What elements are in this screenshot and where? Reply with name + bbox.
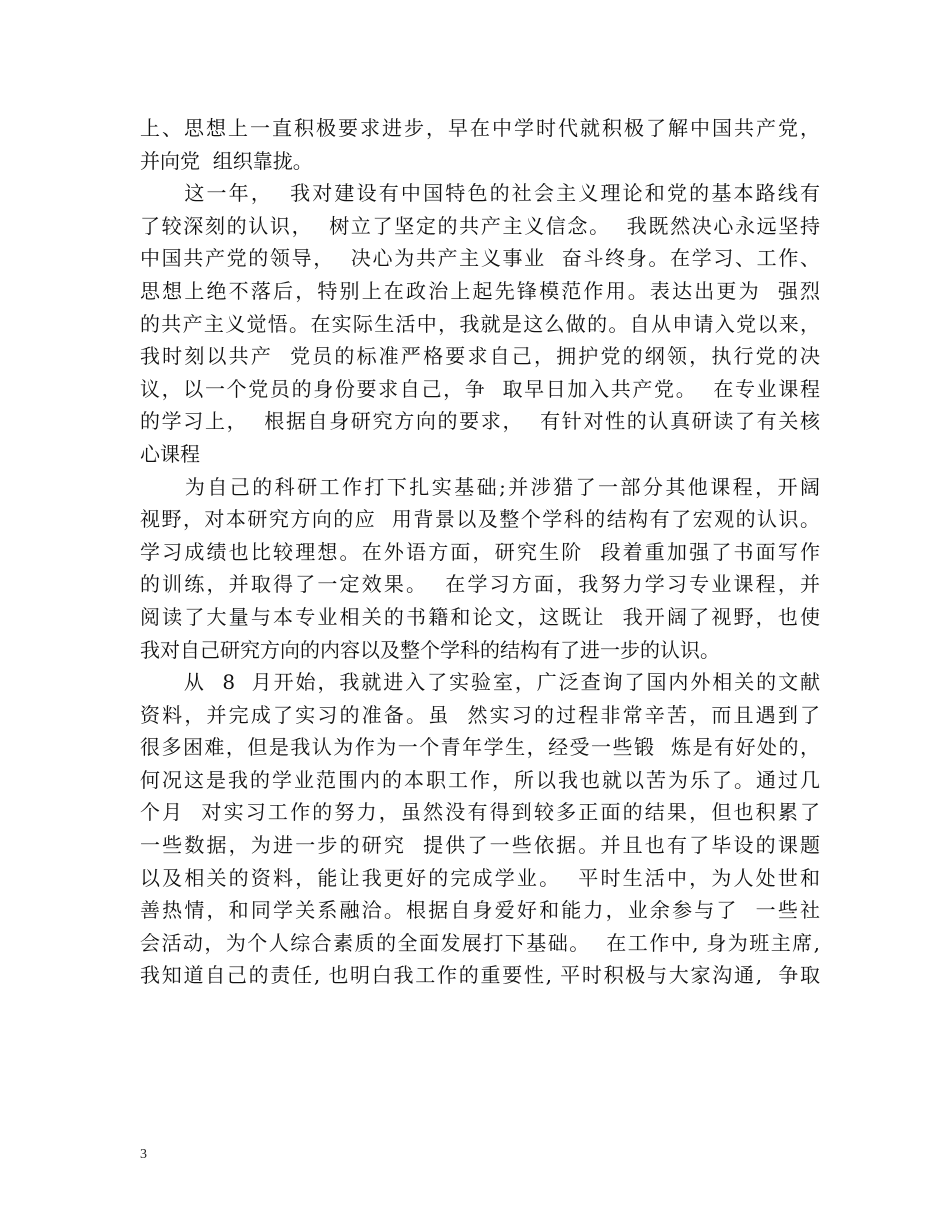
text-line: 并向党 组织靠拢。 bbox=[140, 148, 313, 173]
text-line: 视野，对本研究方向的应 用背景以及整个学科的结构有了宏观的认识。 bbox=[140, 507, 820, 532]
body-text bbox=[140, 112, 820, 992]
text-line: 阅读了大量与本专业相关的书籍和论文，这既让 我开阔了视野，也使 bbox=[140, 604, 820, 629]
text-line: 学习成绩也比较理想。在外语方面，研究生阶 段着重加强了书面写作 bbox=[140, 539, 820, 564]
text-line: 思想上绝不落后，特别上在政治上起先锋模范作用。表达出更为 强烈 bbox=[140, 278, 820, 303]
text-line: 上、思想上一直积极要求进步，早在中学时代就积极了解中国共产党， bbox=[140, 116, 820, 140]
text-line: 这一年， 我对建设有中国特色的社会主义理论和党的基本路线有 bbox=[140, 181, 820, 206]
text-line: 善热情，和同学关系融洽。根据自身爱好和能力，业余参与了 一些社 bbox=[140, 898, 820, 923]
text-line: 中国共产党的领导， 决心为共产主义事业 奋斗终身。在学习、工作、 bbox=[140, 246, 820, 271]
text-line: 资料，并完成了实习的准备。虽 然实习的过程非常辛苦，而且遇到了 bbox=[140, 702, 820, 727]
text-line: 会活动，为个人综合素质的全面发展打下基础。 在工作中, 身为班主席, bbox=[140, 930, 820, 955]
text-line: 的学习上， 根据自身研究方向的要求， 有针对性的认真研读了有关核 bbox=[140, 409, 820, 434]
text-line: 的共产主义觉悟。在实际生活中，我就是这么做的。自从申请入党以来， bbox=[140, 311, 820, 336]
page-number: 3 bbox=[140, 1147, 147, 1162]
text-line: 我对自己研究方向的内容以及整个学科的结构有了进一步的认识。 bbox=[140, 637, 720, 662]
text-line: 何况这是我的学业范围内的本职工作，所以我也就以苦为乐了。通过几 bbox=[140, 767, 820, 792]
text-line: 我时刻以共产 党员的标准严格要求自己，拥护党的纲领，执行党的决 bbox=[140, 344, 820, 369]
text-line: 个月 对实习工作的努力，虽然没有得到较多正面的结果，但也积累了 bbox=[140, 800, 820, 825]
text-line: 了较深刻的认识， 树立了坚定的共产主义信念。 我既然决心永远坚持 bbox=[140, 213, 820, 238]
text-line: 为自己的科研工作打下扎实基础;并涉猎了一部分其他课程，开阔 bbox=[140, 474, 820, 499]
text-line: 的训练，并取得了一定效果。 在学习方面，我努力学习专业课程，并 bbox=[140, 572, 820, 597]
text-line: 从 8 月开始，我就进入了实验室，广泛查询了国内外相关的文献 bbox=[140, 670, 820, 695]
text-line: 心课程 bbox=[140, 441, 200, 466]
text-line: 以及相关的资料，能让我更好的完成学业。 平时生活中，为人处世和 bbox=[140, 865, 820, 890]
text-line: 一些数据，为进一步的研究 提供了一些依据。并且也有了毕设的课题 bbox=[140, 833, 820, 858]
text-line: 议，以一个党员的身份要求自己，争 取早日加入共产党。 在专业课程 bbox=[140, 376, 820, 401]
text-line: 很多困难，但是我认为作为一个青年学生，经受一些锻 炼是有好处的， bbox=[140, 735, 820, 760]
text-line: 我知道自己的责任, 也明白我工作的重要性, 平时积极与大家沟通, 争取 bbox=[140, 963, 820, 988]
